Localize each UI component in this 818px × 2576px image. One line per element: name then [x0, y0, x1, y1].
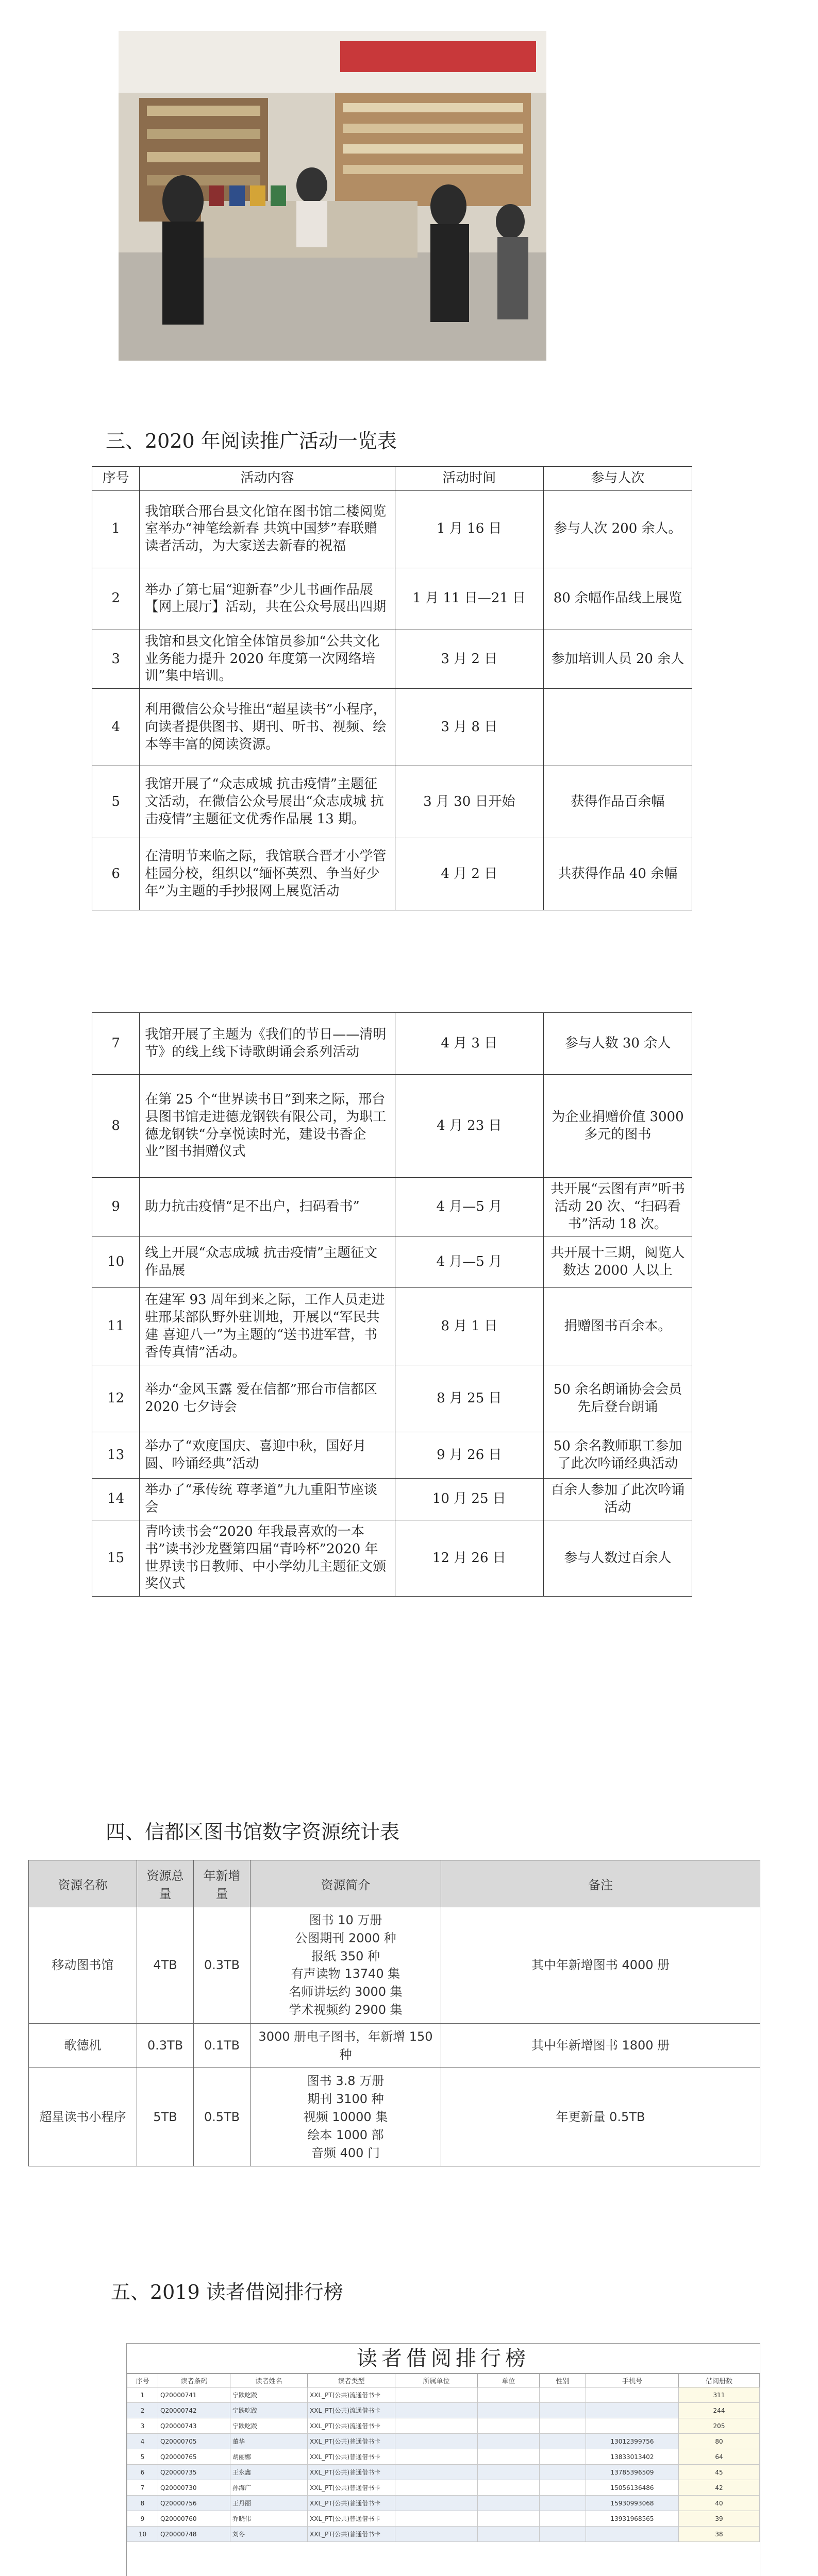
reader-sex: [540, 2465, 586, 2480]
header-no: 序号: [92, 467, 140, 491]
activity-time: 10 月 25 日: [395, 1479, 543, 1520]
resource-added: 0.1TB: [194, 2023, 251, 2068]
activity-time: 8 月 25 日: [395, 1365, 543, 1432]
reader-org: [395, 2465, 478, 2480]
activity-content: 举办了“承传统 尊孝道”九九重阳节座谈会: [140, 1479, 395, 1520]
reader-code: Q20000748: [158, 2527, 230, 2542]
reader-phone: [586, 2418, 679, 2434]
borrow-count: 205: [679, 2418, 760, 2434]
activity-people: 共获得作品 40 余幅: [543, 838, 692, 910]
resource-intro-line: 期刊 3100 种: [307, 2092, 384, 2107]
resource-name: 移动图书馆: [29, 1907, 137, 2024]
resource-note: 其中年新增图书 1800 册: [441, 2023, 760, 2068]
activity-row: [92, 1013, 692, 1075]
activity-no: 7: [92, 1013, 140, 1075]
reader-name: 宁跌吃跤: [230, 2418, 308, 2434]
activity-time: 3 月 2 日: [395, 630, 543, 688]
reader-name: 董华: [230, 2434, 308, 2449]
rank-no: 2: [127, 2403, 158, 2418]
resource-intro-line: 图书 10 万册: [309, 1913, 382, 1927]
section-title-ranking: 五、2019 读者借阅排行榜: [111, 2281, 343, 2303]
header-time: 活动时间: [395, 467, 543, 491]
reader-unit: [478, 2527, 540, 2542]
activity-time: 3 月 30 日开始: [395, 766, 543, 838]
resource-intro: [251, 2068, 441, 2166]
activity-row: [92, 1365, 692, 1432]
activity-row: [92, 1236, 692, 1288]
ranking-title: 读者借阅排行榜: [127, 2344, 760, 2374]
activity-time: 4 月 3 日: [395, 1013, 543, 1075]
rk-header-org: 所属单位: [395, 2374, 478, 2387]
reader-sex: [540, 2496, 586, 2511]
header-content: 活动内容: [140, 467, 395, 491]
reader-code: Q20000756: [158, 2496, 230, 2511]
activity-row: [92, 1520, 692, 1596]
rk-header-type: 读者类型: [308, 2374, 395, 2387]
rk-header-unit: 单位: [478, 2374, 540, 2387]
activity-people: 百余人参加了此次吟诵活动: [543, 1479, 692, 1520]
activity-table-header: [92, 467, 692, 491]
reader-code: Q20000730: [158, 2480, 230, 2496]
resource-intro-line: 视频 10000 集: [303, 2109, 388, 2124]
activity-people: 50 余名教师职工参加了此次吟诵经典活动: [543, 1432, 692, 1479]
reader-unit: [478, 2403, 540, 2418]
resource-total: 0.3TB: [137, 2023, 194, 2068]
reader-sex: [540, 2387, 586, 2403]
reader-type: XXL_PT(公共)流通借书卡: [308, 2403, 395, 2418]
resource-intro-line: 图书 3.8 万册: [307, 2074, 385, 2089]
activity-content: 在第 25 个“世界读书日”到来之际，邢台县图书馆走进德龙钢铁有限公司，为职工德龙钢铁“分享悦读时光，建设书香企业”图书捐赠仪式: [140, 1075, 395, 1178]
reader-org: [395, 2496, 478, 2511]
reader-code: Q20000743: [158, 2418, 230, 2434]
activity-content: 我馆联合邢台县文化馆在图书馆二楼阅览室举办“神笔绘新春 共筑中国梦”春联赠读者活动，为大家送去新春的祝福: [140, 490, 395, 568]
reader-phone: 13012399756: [586, 2434, 679, 2449]
activity-content: 线上开展“众志成城 抗击疫情”主题征文作品展: [140, 1236, 395, 1288]
reader-unit: [478, 2387, 540, 2403]
reader-phone: [586, 2527, 679, 2542]
res-header-note: 备注: [441, 1860, 760, 1907]
reader-type: XXL_PT(公共)普通借书卡: [308, 2511, 395, 2527]
reader-unit: [478, 2496, 540, 2511]
activity-people: 参与人次 200 余人。: [543, 490, 692, 568]
library-photo: [119, 31, 546, 361]
reader-code: Q20000741: [158, 2387, 230, 2403]
resource-name: 超星读书小程序: [29, 2068, 137, 2166]
header-people: 参与人次: [543, 467, 692, 491]
reader-unit: [478, 2434, 540, 2449]
activity-no: 9: [92, 1178, 140, 1236]
reader-name: 王永鑫: [230, 2465, 308, 2480]
reader-org: [395, 2418, 478, 2434]
activity-content: 在建军 93 周年到来之际，工作人员走进驻邢某部队野外驻训地，开展以“军民共建 喜迎八一”为主题的“送书进军营，书香传真情”活动。: [140, 1288, 395, 1365]
activity-people: 共开展“云图有声”听书活动 20 次、“扫码看书”活动 18 次。: [543, 1178, 692, 1236]
ranking-row: [127, 2418, 760, 2434]
activity-people: 获得作品百余幅: [543, 766, 692, 838]
reader-sex: [540, 2434, 586, 2449]
reader-org: [395, 2511, 478, 2527]
rank-no: 3: [127, 2418, 158, 2434]
resource-intro: [251, 2023, 441, 2068]
activity-row: [92, 689, 692, 766]
activity-table-part1: [92, 466, 692, 910]
activity-no: 3: [92, 630, 140, 688]
resource-intro-line: 有声读物 13740 集: [291, 1967, 400, 1981]
activity-time: 4 月 2 日: [395, 838, 543, 910]
activity-people: 50 余名朗诵协会会员先后登台朗诵: [543, 1365, 692, 1432]
activity-people: 参加培训人员 20 余人: [543, 630, 692, 688]
activity-no: 14: [92, 1479, 140, 1520]
reader-sex: [540, 2418, 586, 2434]
activity-content: 我馆开展了主题为《我们的节日——清明节》的线上线下诗歌朗诵会系列活动: [140, 1013, 395, 1075]
ranking-row: [127, 2496, 760, 2511]
activity-time: 4 月—5 月: [395, 1178, 543, 1236]
activity-no: 1: [92, 490, 140, 568]
activity-people: 捐赠图书百余本。: [543, 1288, 692, 1365]
reader-org: [395, 2434, 478, 2449]
activity-content: 举办“金风玉露 爱在信都”邢台市信都区 2020 七夕诗会: [140, 1365, 395, 1432]
reader-sex: [540, 2449, 586, 2465]
ranking-row: [127, 2387, 760, 2403]
resource-intro-line: 报纸 350 种: [311, 1948, 380, 1963]
resource-intro-line: 3000 册电子图书，年新增 150 种: [258, 2029, 433, 2062]
activity-people: 为企业捐赠价值 3000 多元的图书: [543, 1075, 692, 1178]
activity-row: [92, 1075, 692, 1178]
ranking-row: [127, 2527, 760, 2542]
rank-no: 8: [127, 2496, 158, 2511]
reader-org: [395, 2527, 478, 2542]
activity-content: 助力抗击疫情“足不出户，扫码看书”: [140, 1178, 395, 1236]
resource-table: [28, 1860, 760, 2166]
reader-org: [395, 2387, 478, 2403]
borrow-count: 64: [679, 2449, 760, 2465]
reader-sex: [540, 2403, 586, 2418]
resource-total: 4TB: [137, 1907, 194, 2024]
borrow-count: 45: [679, 2465, 760, 2480]
reader-type: XXL_PT(公共)流通借书卡: [308, 2387, 395, 2403]
resource-intro-line: 名师讲坛约 3000 集: [289, 1985, 403, 1999]
activity-row: [92, 630, 692, 688]
activity-time: 1 月 16 日: [395, 490, 543, 568]
reader-type: XXL_PT(公共)流通借书卡: [308, 2418, 395, 2434]
borrow-count: 38: [679, 2527, 760, 2542]
reader-code: Q20000705: [158, 2434, 230, 2449]
reader-phone: 15930993068: [586, 2496, 679, 2511]
borrow-count: 311: [679, 2387, 760, 2403]
reader-org: [395, 2449, 478, 2465]
reader-code: Q20000760: [158, 2511, 230, 2527]
resource-intro-line: 公图期刊 2000 种: [295, 1930, 396, 1945]
activity-row: [92, 1178, 692, 1236]
activity-people: 参与人数 30 余人: [543, 1013, 692, 1075]
reader-sex: [540, 2527, 586, 2542]
ranking-row: [127, 2511, 760, 2527]
borrow-count: 80: [679, 2434, 760, 2449]
res-header-name: 资源名称: [29, 1860, 137, 1907]
rank-no: 4: [127, 2434, 158, 2449]
rk-header-count: 借阅册数: [679, 2374, 760, 2387]
reader-type: XXL_PT(公共)普通借书卡: [308, 2449, 395, 2465]
activity-time: 4 月—5 月: [395, 1236, 543, 1288]
rank-no: 6: [127, 2465, 158, 2480]
reader-phone: 15056136486: [586, 2480, 679, 2496]
resource-added: 0.5TB: [194, 2068, 251, 2166]
ranking-table: [127, 2374, 760, 2542]
reader-type: XXL_PT(公共)普通借书卡: [308, 2465, 395, 2480]
activity-no: 5: [92, 766, 140, 838]
rank-no: 7: [127, 2480, 158, 2496]
resource-added: 0.3TB: [194, 1907, 251, 2024]
activity-content: 青吟读书会“2020 年我最喜欢的一本书”读书沙龙暨第四届“青吟杯”2020 年世界读书日教师、中小学幼儿主题征文颁奖仪式: [140, 1520, 395, 1596]
activity-row: [92, 838, 692, 910]
activity-no: 15: [92, 1520, 140, 1596]
reader-phone: 13833013402: [586, 2449, 679, 2465]
resource-row: [29, 2068, 760, 2166]
rk-header-sex: 性别: [540, 2374, 586, 2387]
activity-time: 1 月 11 日—21 日: [395, 568, 543, 630]
rank-no: 10: [127, 2527, 158, 2542]
activity-no: 13: [92, 1432, 140, 1479]
activity-people: 参与人数过百余人: [543, 1520, 692, 1596]
reader-phone: [586, 2403, 679, 2418]
reader-type: XXL_PT(公共)普通借书卡: [308, 2434, 395, 2449]
activity-people: 80 余幅作品线上展览: [543, 568, 692, 630]
activity-row: [92, 1479, 692, 1520]
reader-name: 宁跌吃跤: [230, 2403, 308, 2418]
activity-no: 10: [92, 1236, 140, 1288]
resource-intro-line: 学术视频约 2900 集: [289, 2002, 403, 2017]
reader-sex: [540, 2511, 586, 2527]
rank-no: 9: [127, 2511, 158, 2527]
ranking-sheet: [126, 2343, 760, 2576]
reader-name: 孙海广: [230, 2480, 308, 2496]
rank-no: 1: [127, 2387, 158, 2403]
res-header-added: 年新增量: [194, 1860, 251, 1907]
resource-row: [29, 2023, 760, 2068]
reader-phone: [586, 2387, 679, 2403]
reader-unit: [478, 2511, 540, 2527]
activity-time: 9 月 26 日: [395, 1432, 543, 1479]
section-title-digital-resources: 四、信都区图书馆数字资源统计表: [106, 1821, 400, 1843]
rk-header-no: 序号: [127, 2374, 158, 2387]
reader-name: 宁跌吃跤: [230, 2387, 308, 2403]
activity-content: 我馆开展了“众志成城 抗击疫情”主题征文活动，在微信公众号展出“众志成城 抗击疫情”主题征文优秀作品展 13 期。: [140, 766, 395, 838]
borrow-count: 244: [679, 2403, 760, 2418]
reader-unit: [478, 2465, 540, 2480]
reader-name: 乔晓伟: [230, 2511, 308, 2527]
activity-content: 我馆和县文化馆全体馆员参加“公共文化业务能力提升 2020 年度第一次网络培训”集中培训。: [140, 630, 395, 688]
activity-content: 举办了第七届“迎新春”少儿书画作品展【网上展厅】活动，共在公众号展出四期: [140, 568, 395, 630]
activity-no: 6: [92, 838, 140, 910]
activity-time: 12 月 26 日: [395, 1520, 543, 1596]
activity-row: [92, 490, 692, 568]
reader-name: 胡丽娜: [230, 2449, 308, 2465]
ranking-row: [127, 2434, 760, 2449]
reader-name: 王丹丽: [230, 2496, 308, 2511]
reader-sex: [540, 2480, 586, 2496]
ranking-row: [127, 2480, 760, 2496]
rk-header-phone: 手机号: [586, 2374, 679, 2387]
reader-name: 刘冬: [230, 2527, 308, 2542]
section-title-activities: 三、2020 年阅读推广活动一览表: [106, 430, 397, 452]
rk-header-name: 读者姓名: [230, 2374, 308, 2387]
reader-org: [395, 2480, 478, 2496]
activity-no: 8: [92, 1075, 140, 1178]
ranking-row: [127, 2449, 760, 2465]
activity-time: 3 月 8 日: [395, 689, 543, 766]
activity-content: 举办了“欢度国庆、喜迎中秋，国好月圆、吟诵经典”活动: [140, 1432, 395, 1479]
resource-total: 5TB: [137, 2068, 194, 2166]
activity-row: [92, 1432, 692, 1479]
resource-row: [29, 1907, 760, 2024]
reader-phone: 13785396509: [586, 2465, 679, 2480]
activity-no: 2: [92, 568, 140, 630]
reader-type: XXL_PT(公共)普通借书卡: [308, 2480, 395, 2496]
rank-no: 5: [127, 2449, 158, 2465]
reader-unit: [478, 2449, 540, 2465]
resource-note: 年更新量 0.5TB: [441, 2068, 760, 2166]
ranking-row: [127, 2465, 760, 2480]
reader-unit: [478, 2418, 540, 2434]
resource-intro-line: 绘本 1000 部: [307, 2127, 384, 2142]
reader-code: Q20000742: [158, 2403, 230, 2418]
activity-content: 利用微信公众号推出“超星读书”小程序，向读者提供图书、期刊、听书、视频、绘本等丰富的阅读资源。: [140, 689, 395, 766]
resource-note: 其中年新增图书 4000 册: [441, 1907, 760, 2024]
ranking-row: [127, 2403, 760, 2418]
activity-people: [543, 689, 692, 766]
rk-header-code: 读者条码: [158, 2374, 230, 2387]
borrow-count: 42: [679, 2480, 760, 2496]
resource-name: 歌德机: [29, 2023, 137, 2068]
activity-row: [92, 1288, 692, 1365]
activity-no: 4: [92, 689, 140, 766]
resource-intro-line: 音频 400 门: [311, 2145, 380, 2160]
reader-phone: 13931968565: [586, 2511, 679, 2527]
activity-people: 共开展十三期，阅览人数达 2000 人以上: [543, 1236, 692, 1288]
activity-row: [92, 568, 692, 630]
reader-type: XXL_PT(公共)普通借书卡: [308, 2527, 395, 2542]
resource-intro: [251, 1907, 441, 2024]
reader-code: Q20000765: [158, 2449, 230, 2465]
borrow-count: 40: [679, 2496, 760, 2511]
reader-unit: [478, 2480, 540, 2496]
res-header-intro: 资源简介: [251, 1860, 441, 1907]
reader-org: [395, 2403, 478, 2418]
activity-table-part2: [92, 1012, 692, 1597]
reader-code: Q20000735: [158, 2465, 230, 2480]
res-header-total: 资源总量: [137, 1860, 194, 1907]
activity-content: 在清明节来临之际，我馆联合晋才小学管桂园分校，组织以“缅怀英烈、争当好少年”为主题的手抄报网上展览活动: [140, 838, 395, 910]
activity-row: [92, 766, 692, 838]
reader-type: XXL_PT(公共)普通借书卡: [308, 2496, 395, 2511]
activity-no: 12: [92, 1365, 140, 1432]
activity-no: 11: [92, 1288, 140, 1365]
activity-time: 4 月 23 日: [395, 1075, 543, 1178]
activity-time: 8 月 1 日: [395, 1288, 543, 1365]
borrow-count: 39: [679, 2511, 760, 2527]
